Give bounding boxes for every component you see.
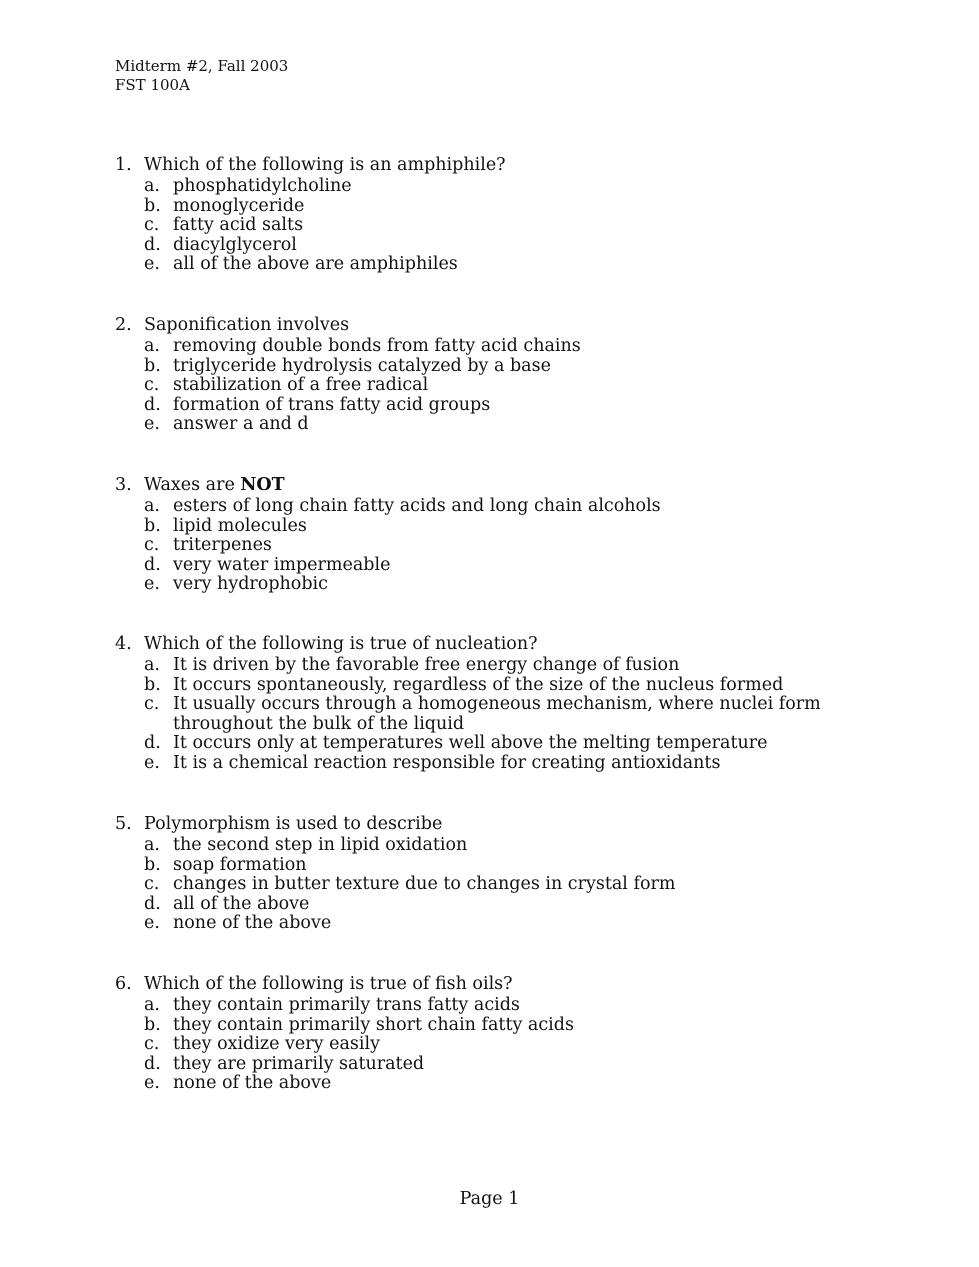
exam-title: Midterm #2, Fall 2003 (115, 57, 289, 75)
option-letter: e. (144, 254, 160, 274)
question-text (144, 473, 285, 497)
question-stem (115, 153, 506, 177)
question-stem (115, 473, 661, 497)
option-a (144, 337, 581, 357)
option-b (144, 676, 824, 696)
option-c (144, 695, 824, 734)
question-1 (115, 153, 506, 275)
option-letter: d. (144, 1053, 161, 1074)
option-letter: c. (144, 1034, 160, 1054)
option-letter: a. (144, 655, 160, 675)
question-text: Which of the following is an amphiphile? (144, 155, 506, 175)
option-list (144, 996, 574, 1094)
question-number: 5. (115, 814, 132, 834)
course-code: FST 100A (115, 76, 190, 94)
option-letter: e. (144, 1073, 160, 1093)
option-text: none of the above (173, 1073, 332, 1093)
option-b (144, 1016, 574, 1036)
question-4 (115, 632, 824, 773)
option-d (144, 396, 581, 416)
question-2 (115, 313, 581, 435)
option-text: they are primarily saturated (173, 1053, 425, 1074)
question-text: Polymorphism is used to describe (144, 814, 443, 834)
option-a (144, 497, 661, 517)
option-c (144, 1035, 574, 1055)
option-text: none of the above (173, 913, 332, 933)
option-letter: d. (144, 234, 161, 255)
option-list (144, 656, 824, 773)
option-letter: a. (144, 835, 160, 855)
option-letter: e. (144, 414, 160, 434)
option-text: triglyceride hydrolysis catalyzed by a base (173, 355, 551, 376)
option-a (144, 177, 506, 197)
option-text: changes in butter texture due to changes in crystal form (173, 874, 676, 894)
option-a (144, 656, 824, 676)
option-letter: a. (144, 176, 160, 196)
option-letter: b. (144, 195, 161, 216)
option-e (144, 754, 824, 774)
option-letter: c. (144, 694, 160, 714)
option-letter: c. (144, 215, 160, 235)
option-list (144, 497, 661, 595)
option-text: stabilization of a free radical (173, 375, 429, 395)
option-letter: d. (144, 893, 161, 914)
option-list (144, 836, 675, 934)
option-text: all of the above are amphiphiles (173, 254, 458, 274)
option-e (144, 575, 661, 595)
document-header (115, 57, 288, 95)
option-c (144, 216, 506, 236)
option-letter: d. (144, 554, 161, 575)
option-d (144, 236, 506, 256)
question-number: 3. (115, 475, 132, 495)
option-letter: a. (144, 995, 160, 1015)
option-text: esters of long chain fatty acids and long chain alcohols (173, 496, 661, 516)
option-list (144, 337, 581, 435)
question-6 (115, 972, 574, 1094)
question-5 (115, 812, 675, 934)
option-text: diacylglycerol (173, 234, 297, 255)
option-text: very water impermeable (173, 554, 391, 575)
option-letter: b. (144, 854, 161, 875)
option-letter: b. (144, 1014, 161, 1035)
option-text: very hydrophobic (173, 574, 328, 594)
option-letter: b. (144, 674, 161, 695)
question-number: 6. (115, 974, 132, 994)
option-d (144, 556, 661, 576)
question-number: 1. (115, 155, 132, 175)
page-number: Page 1 (459, 1189, 520, 1209)
question-stem (115, 313, 581, 337)
option-text: formation of trans fatty acid groups (173, 394, 491, 415)
option-letter: e. (144, 752, 160, 773)
option-e (144, 914, 675, 934)
option-letter: c. (144, 874, 160, 894)
question-text: Which of the following is true of nucleation? (144, 634, 538, 654)
option-text: removing double bonds from fatty acid chains (173, 336, 581, 356)
question-text-lead: Waxes are (144, 475, 241, 495)
question-stem (115, 972, 574, 996)
option-text: It occurs only at temperatures well above the melting temperature (173, 733, 768, 753)
option-letter: c. (144, 375, 160, 395)
option-c (144, 536, 661, 556)
option-letter: e. (144, 913, 160, 933)
option-b (144, 357, 581, 377)
option-letter: a. (144, 336, 160, 356)
question-text: Which of the following is true of fish oils? (144, 974, 513, 994)
option-d (144, 1055, 574, 1075)
option-text: fatty acid salts (173, 215, 304, 235)
option-b (144, 856, 675, 876)
option-a (144, 836, 675, 856)
option-text: answer a and d (173, 414, 309, 434)
option-c (144, 376, 581, 396)
option-c (144, 875, 675, 895)
question-stem (115, 812, 675, 836)
option-e (144, 415, 581, 435)
option-letter: a. (144, 496, 160, 516)
option-text: they oxidize very easily (173, 1034, 380, 1054)
question-3 (115, 473, 661, 595)
option-e (144, 255, 506, 275)
option-d (144, 895, 675, 915)
option-text: all of the above (173, 893, 310, 914)
option-b (144, 517, 661, 537)
option-text: the second step in lipid oxidation (173, 835, 468, 855)
option-letter: b. (144, 355, 161, 376)
option-letter: c. (144, 535, 160, 555)
option-d (144, 734, 824, 754)
option-letter: d. (144, 733, 161, 753)
option-text: triterpenes (173, 535, 272, 555)
question-stem (115, 632, 824, 656)
question-text: Saponification involves (144, 315, 350, 335)
option-text: they contain primarily trans fatty acids (173, 995, 520, 1015)
option-a (144, 996, 574, 1016)
option-letter: d. (144, 394, 161, 415)
option-letter: b. (144, 515, 161, 536)
question-number: 2. (115, 315, 132, 335)
option-text: It is a chemical reaction responsible for creating antioxidants (173, 752, 721, 773)
option-text: they contain primarily short chain fatty acids (173, 1014, 574, 1035)
option-text: phosphatidylcholine (173, 176, 352, 196)
option-text: It usually occurs through a homogeneous mechanism, where nuclei form throughout the bulk of the liquid (173, 694, 821, 734)
option-b (144, 197, 506, 217)
option-text: It is driven by the favorable free energy change of fusion (173, 655, 680, 675)
option-text: lipid molecules (173, 515, 307, 536)
option-list (144, 177, 506, 275)
option-text: soap formation (173, 854, 307, 875)
option-e (144, 1074, 574, 1094)
option-letter: e. (144, 574, 160, 594)
question-number: 4. (115, 634, 132, 654)
option-text: It occurs spontaneously, regardless of the size of the nucleus formed (173, 674, 784, 695)
option-text: monoglyceride (173, 195, 305, 216)
question-emphasis: NOT (240, 475, 285, 495)
